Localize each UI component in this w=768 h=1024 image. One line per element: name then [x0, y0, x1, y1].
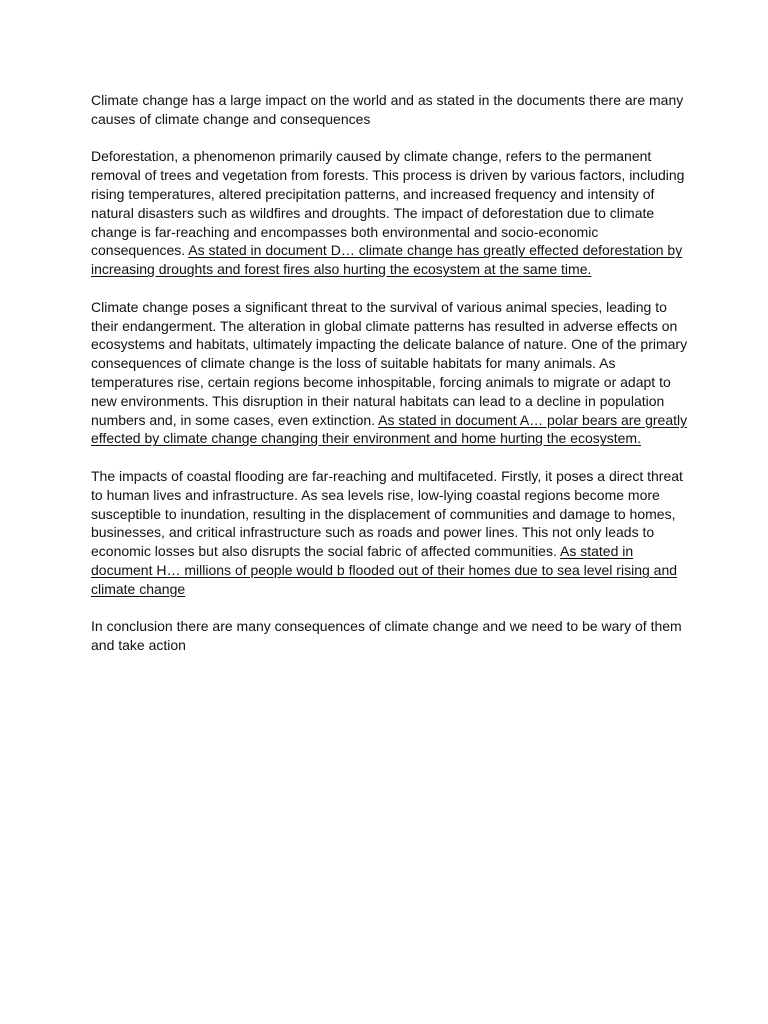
paragraph-text: Climate change poses a significant threat to the survival of various animal species, leading to their endangerment. The alteration in global climate patterns has resulted in adverse effects on ecosystems and habitats, ultimately impacting the delicate balance of nature. One of the primary consequences of climate change is the loss of suitable habitats for many animals. As temperatures rise, certain regions become inhospitable, forcing animals to migrate or adapt to new environments. This disruption in their natural habitats can lead to a decline in population numbers and, in some cases, even extinction.	[91, 298, 688, 428]
paragraph-text: Deforestation, a phenomenon primarily caused by climate change, refers to the permanent removal of trees and vegetation from forests. This process is driven by various factors, including rising temperatures, altered precipitation patterns, and increased frequency and intensity of natural disasters such as wildfires and droughts. The impact of deforestation due to climate change is far-reaching and encompasses both environmental and socio-economic consequences.	[91, 148, 685, 259]
deforestation-paragraph	[91, 147, 689, 279]
underlined-citation: As stated in document H… millions of people would b flooded out of their homes due to sea level rising and climate change	[91, 543, 678, 597]
conclusion-paragraph	[91, 617, 689, 655]
paragraph-text: In conclusion there are many consequences of climate change and we need to be wary of them and take action	[91, 618, 682, 654]
animal-species-paragraph	[91, 298, 689, 448]
underlined-citation: As stated in document A… polar bears are greatly effected by climate change changing their environment and home hurting the ecosystem.	[91, 411, 688, 447]
underlined-citation: As stated in document D… climate change has greatly effected deforestation by increasing droughts and forest fires also hurting the ecosystem at the same time.	[91, 242, 683, 278]
document-page	[91, 91, 689, 674]
paragraph-text: Climate change has a large impact on the world and as stated in the documents there are many causes of climate change and consequences	[91, 92, 684, 127]
paragraph-text: The impacts of coastal flooding are far-reaching and multifaceted. Firstly, it poses a direct threat to human lives and infrastructure. As sea levels rise, low-lying coastal regions become more susceptible to inundation, resulting in the displacement of communities and damage to homes, businesses, and critical infrastructure such as roads and power lines. This not only leads to economic losses but also disrupts the social fabric of affected communities.	[91, 467, 683, 560]
coastal-flooding-paragraph	[91, 467, 689, 599]
intro-paragraph	[91, 91, 689, 129]
